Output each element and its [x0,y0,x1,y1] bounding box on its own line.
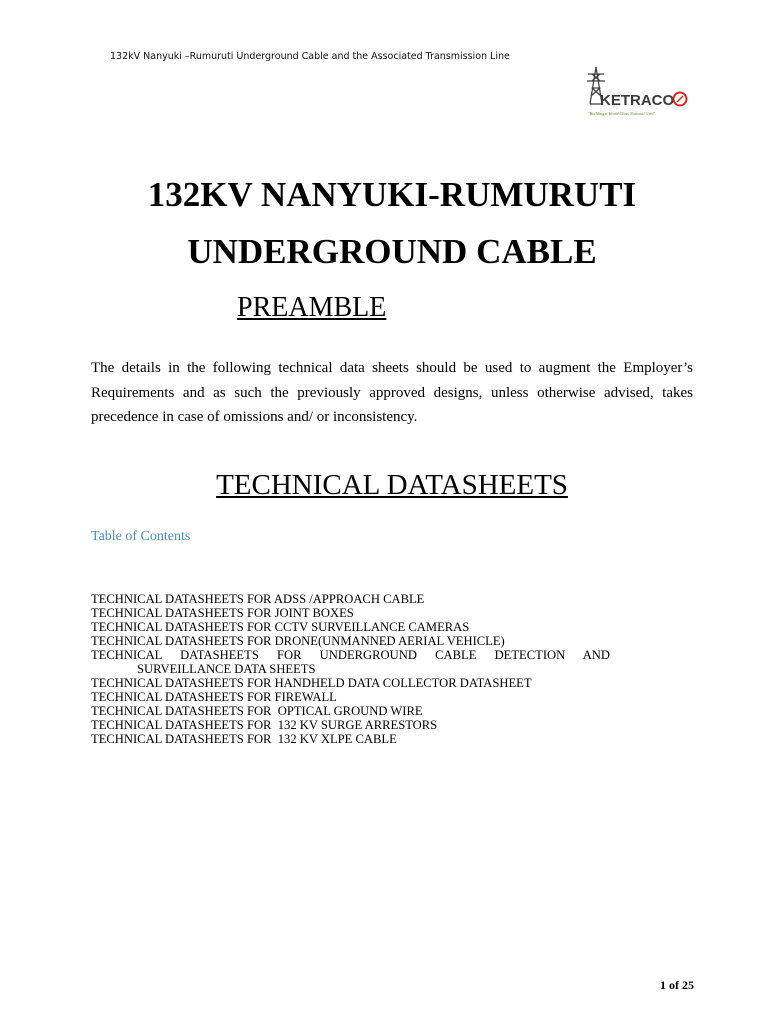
toc-item[interactable]: TECHNICAL DATASHEETS FOR DRONE(UNMANNED AERIAL VEHICLE) [91,634,505,648]
logo-wordmark: KETRACO [600,92,675,109]
technical-datasheets-heading: TECHNICAL DATASHEETS [216,469,568,501]
table-of-contents-link[interactable]: Table of Contents [91,529,191,544]
toc-item[interactable]: TECHNICAL DATASHEETS FOR UNDERGROUND CABLE DETECTION AND [91,648,610,662]
toc-item[interactable]: TECHNICAL DATASHEETS FOR OPTICAL GROUND WIRE [91,704,423,718]
toc-item[interactable]: TECHNICAL DATASHEETS FOR ADSS /APPROACH CABLE [91,592,425,606]
document-title-line-2: UNDERGROUND CABLE [187,232,597,271]
toc-item-continuation[interactable]: SURVEILLANCE DATA SHEETS [137,662,316,676]
running-header: 132kV Nanyuki –Rumuruti Underground Cable and the Associated Transmission Line [110,51,510,62]
preamble-paragraph: The details in the following technical data sheets should be used to augment the Employer’s Requirements and as such the previously approved designs, unless otherwise advised, takes precedence in case of omissions and/ or inconsistency. [91,360,693,425]
ketraco-logo [582,64,694,118]
toc-item[interactable]: TECHNICAL DATASHEETS FOR 132 KV SURGE ARRESTORS [91,718,438,732]
preamble-heading: PREAMBLE [237,292,387,323]
logo-tagline: "Building a World Class National Grid" [588,111,656,116]
page-number: 1 of 25 [660,978,694,992]
table-of-contents-list [91,592,610,746]
toc-item[interactable]: TECHNICAL DATASHEETS FOR FIREWALL [91,690,337,704]
document-title-line-1: 132KV NANYUKI-RUMURUTI [147,175,637,214]
toc-item[interactable]: TECHNICAL DATASHEETS FOR 132 KV XLPE CABLE [91,732,397,746]
toc-item[interactable]: TECHNICAL DATASHEETS FOR CCTV SURVEILLANCE CAMERAS [91,620,470,634]
toc-item[interactable]: TECHNICAL DATASHEETS FOR JOINT BOXES [91,606,354,620]
toc-item[interactable]: TECHNICAL DATASHEETS FOR HANDHELD DATA COLLECTOR DATASHEET [91,676,532,690]
